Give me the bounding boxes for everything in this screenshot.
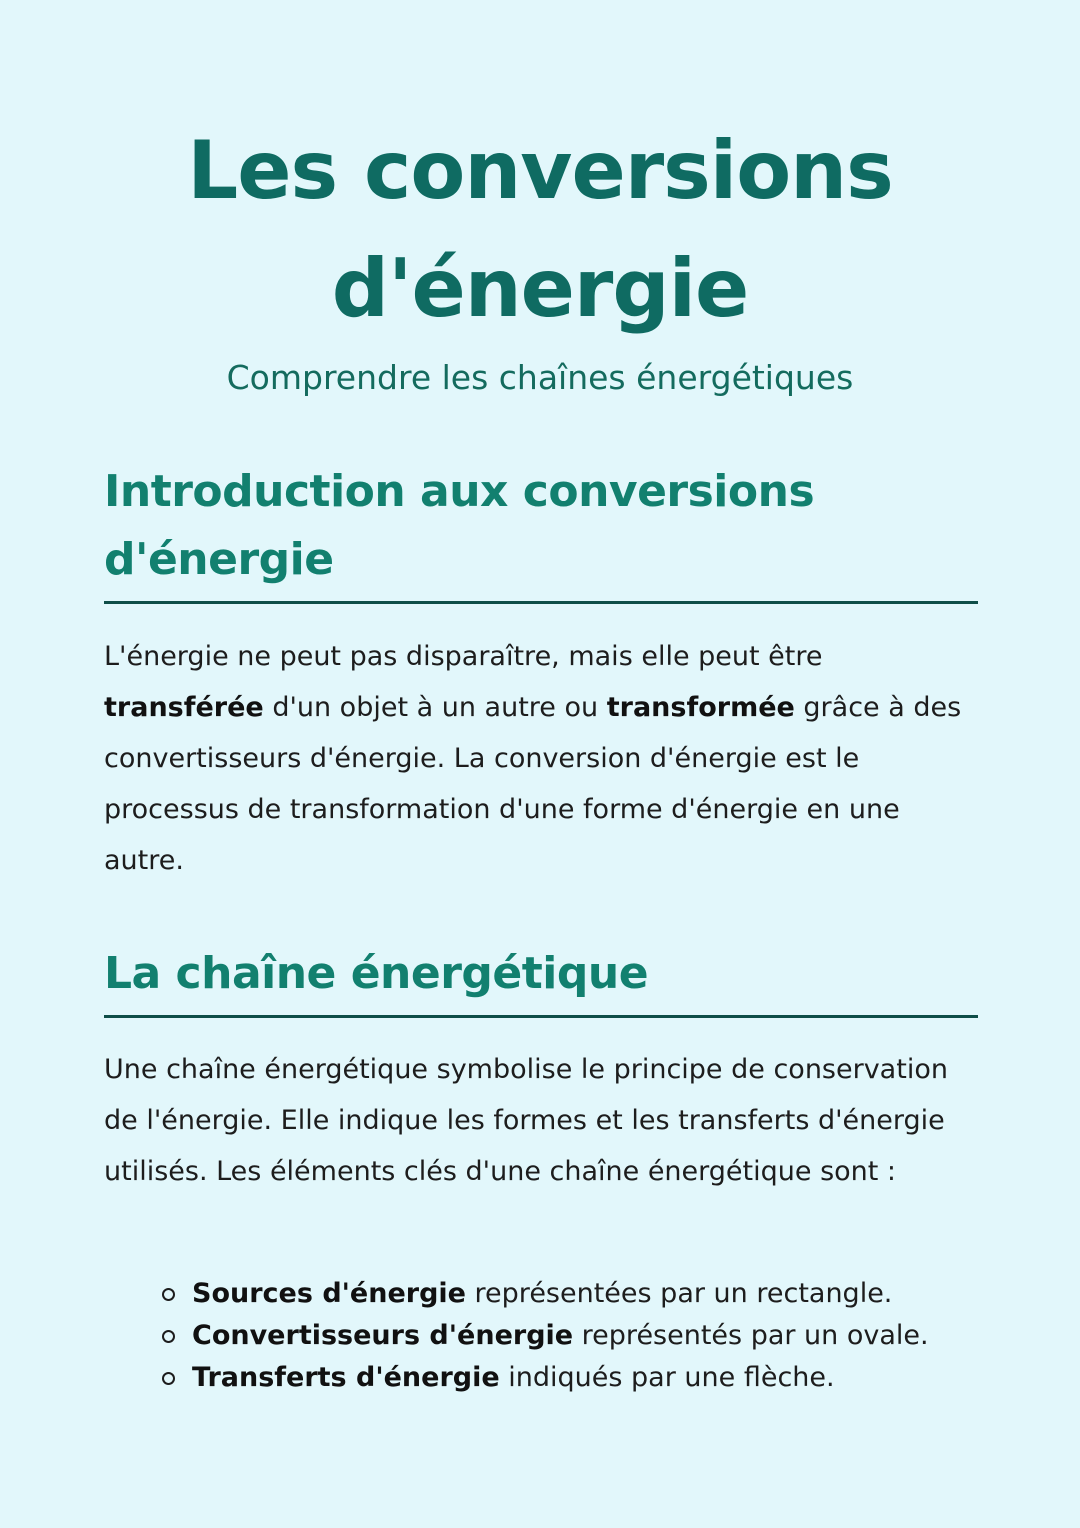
list-item-bold: Transferts d'énergie (192, 1362, 500, 1393)
list-item (104, 1315, 978, 1357)
section-heading-line-2: d'énergie (104, 534, 334, 585)
list-item (104, 1273, 978, 1315)
intro-text-1: L'énergie ne peut pas disparaître, mais elle peut être (104, 641, 823, 672)
section-heading-line-1: La chaîne énergétique (104, 948, 649, 999)
page-subtitle: Comprendre les chaînes énergétiques (226, 358, 854, 397)
list-item-bold: Sources d'énergie (192, 1278, 466, 1309)
list-item-bold: Convertisseurs d'énergie (192, 1320, 574, 1351)
page-title-line-1: Les conversions (187, 124, 893, 217)
circle-bullet-icon (162, 1288, 175, 1301)
key-elements-list (104, 1273, 978, 1399)
keyword-transferee: transférée (104, 692, 264, 723)
section-heading-line-1: Introduction aux conversions (104, 466, 815, 517)
section-divider (104, 601, 978, 604)
list-item-text: indiqués par une flèche. (499, 1362, 835, 1393)
chaine-paragraph: Une chaîne énergétique symbolise le principe de conservation de l'énergie. Elle indique les formes et les transferts d'énergie utilisés. Les éléments clés d'une chaîne énergétique sont : (104, 1054, 948, 1187)
intro-text-3: grâce à des convertisseurs d'énergie. La conversion d'énergie est le processus de transformation d'une forme d'énergie en une autre. (104, 692, 962, 876)
list-item-text: représentés par un ovale. (573, 1320, 929, 1351)
page-title (0, 112, 1080, 348)
list-item (104, 1357, 978, 1399)
section-heading-introduction (104, 458, 978, 594)
keyword-transformee: transformée (606, 692, 795, 723)
circle-bullet-icon (162, 1372, 175, 1385)
list-item-text: représentées par un rectangle. (465, 1278, 893, 1309)
intro-text-2: d'un objet à un autre ou (263, 692, 607, 723)
section-heading-chaine (104, 940, 978, 1008)
intro-paragraph (104, 631, 978, 886)
circle-bullet-icon (162, 1330, 175, 1343)
page-title-line-2: d'énergie (331, 242, 749, 335)
section-divider (104, 1015, 978, 1018)
